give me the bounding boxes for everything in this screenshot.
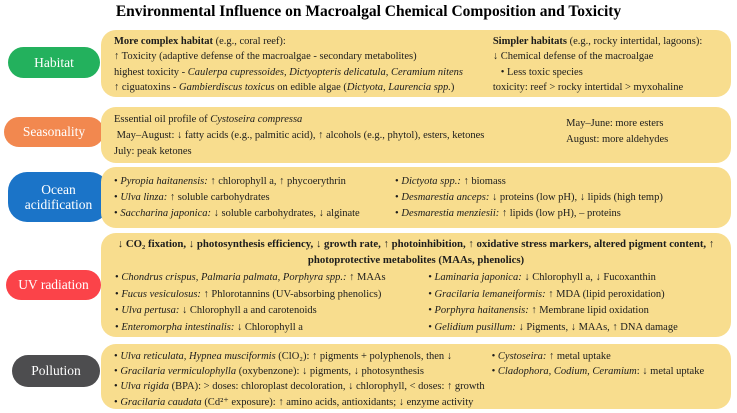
text-segment: ↓ proteins (low pH), ↓ lipids (high temp)	[489, 192, 663, 203]
text-line	[428, 270, 721, 287]
text-segment: Ulva linza:	[120, 192, 168, 203]
text-segment: May–August: ↓ fatty acids (e.g., palmitic acid), ↑ alcohols (e.g., phytol), esters, ketones	[114, 129, 485, 141]
text-segment: ↑ metal uptake	[546, 351, 611, 362]
text-segment: ↓ Pigments, ↓ MAAs, ↑ DNA damage	[515, 321, 678, 333]
text-segment: Simpler habitats	[492, 36, 568, 47]
text-segment: ↓ soluble carbohydrates, ↓ alginate	[211, 208, 360, 219]
text-line	[114, 80, 493, 95]
seasonality-right-column	[566, 116, 725, 159]
text-segment: •	[114, 192, 121, 203]
habitat-pill	[8, 47, 100, 78]
text-segment: ↑ Phlorotannins (UV-absorbing phenolics)	[200, 288, 382, 300]
text-segment: Gracilaria lemaneiformis:	[434, 288, 546, 300]
text-line	[115, 270, 428, 287]
uv-radiation-pill-label: UV radiation	[18, 277, 89, 293]
text-segment: highest toxicity -	[114, 66, 188, 78]
text-segment: Cladophora, Codium, Ceramium	[497, 366, 637, 378]
text-line	[492, 364, 705, 379]
text-segment: (e.g., rocky intertidal, lagoons):	[567, 36, 703, 47]
text-segment: •	[115, 272, 122, 283]
text-line	[428, 320, 721, 337]
text-segment: •	[115, 321, 122, 333]
text-segment: : ↓ metal uptake	[636, 366, 705, 378]
text-segment: Dictyota spp.:	[401, 176, 461, 187]
text-line	[428, 287, 721, 304]
text-segment: ↑ soluble carbohydrates	[167, 192, 270, 203]
text-segment: ↓ Chlorophyll a	[234, 321, 303, 333]
text-line	[493, 34, 725, 49]
text-segment: Caulerpa cupressoides, Dictyopteris delicatula, Ceramium nitens	[187, 66, 464, 78]
text-line	[395, 190, 725, 206]
text-segment: July: peak ketones	[114, 145, 192, 157]
text-segment: Ulva reticulata, Hypnea musciformis	[120, 351, 276, 362]
text-segment: ↑ Membrane lipid oxidation	[528, 305, 649, 316]
text-line	[395, 206, 725, 222]
figure-title: Environmental Influence on Macroalgal Chemical Composition and Toxicity	[115, 3, 622, 20]
text-segment: Cystoseira compressa	[210, 114, 303, 125]
text-segment: •	[114, 351, 121, 362]
text-line	[493, 49, 725, 64]
text-segment: •	[395, 192, 402, 203]
text-segment: Pyropia haitanensis:	[120, 176, 208, 187]
text-line	[114, 65, 493, 80]
ocean-acidification-pill-label: Ocean acidification	[24, 181, 93, 212]
text-segment: •	[428, 305, 435, 316]
text-segment: •	[114, 396, 121, 408]
text-segment: •	[114, 176, 121, 187]
habitat-pill-label: Habitat	[34, 54, 74, 70]
text-segment: (BPA): > doses: chloroplast decoloration, ↓ chlorophyll, < doses: ↑ growth	[169, 381, 485, 393]
text-segment: ↑ chlorophyll a, ↑ phycoerythrin	[207, 176, 346, 187]
text-segment: ↑ ciguatoxins -	[114, 81, 180, 93]
text-line	[114, 144, 566, 160]
seasonality-box	[101, 107, 731, 163]
text-segment: Gracilaria vermiculophylla	[120, 366, 237, 378]
text-segment: Enteromorpha intestinalis:	[121, 321, 235, 333]
text-segment: Chondrus crispus, Palmaria palmata, Porphyra spp.:	[121, 272, 347, 283]
habitat-box	[101, 30, 731, 97]
text-line	[114, 395, 725, 410]
text-segment: Cystoseira:	[497, 351, 547, 362]
text-line	[114, 49, 493, 64]
habitat-left-column	[114, 34, 493, 95]
text-segment: Saccharina japonica:	[120, 208, 212, 219]
ocean-acidification-pill	[8, 172, 109, 222]
text-segment: on edible algae (	[274, 81, 347, 93]
ocean-acidification-columns	[114, 174, 725, 222]
uv-radiation-left-column	[111, 270, 428, 336]
text-segment: •	[428, 288, 435, 300]
text-line	[114, 112, 566, 128]
text-line	[493, 80, 725, 95]
seasonality-left-column	[114, 112, 566, 159]
ocean-acidification-right-column	[395, 174, 725, 222]
text-line	[428, 303, 721, 320]
text-segment: ↑ lipids (low pH), – proteins	[499, 208, 621, 219]
text-segment: Fucus vesiculosus:	[121, 288, 201, 300]
text-segment: May–June: more esters	[566, 118, 664, 129]
pollution-pill-label: Pollution	[31, 363, 81, 379]
habitat-columns	[114, 34, 725, 95]
text-segment: Essential oil profile of	[114, 114, 211, 125]
text-segment: •	[395, 208, 402, 219]
text-line	[114, 174, 395, 190]
ocean-acidification-box	[101, 167, 731, 228]
text-segment: Gambierdiscus toxicus	[179, 81, 275, 93]
text-segment: )	[450, 81, 455, 93]
text-segment: •	[491, 366, 498, 378]
text-segment: ↓ Chlorophyll a, ↓ Fucoxanthin	[521, 272, 656, 283]
text-segment: ↓ Chlorophyll a and carotenoids	[179, 305, 317, 316]
pollution-pill	[12, 355, 100, 387]
text-segment: ↑ MDA (lipid peroxidation)	[545, 288, 665, 300]
seasonality-pill	[4, 117, 104, 147]
text-line	[492, 349, 705, 364]
text-segment: •	[114, 208, 121, 219]
text-line	[114, 206, 395, 222]
text-line	[493, 65, 725, 80]
text-line	[115, 303, 428, 320]
text-line	[566, 132, 725, 148]
text-segment: Gracilaria caudata	[120, 396, 202, 408]
text-segment: ↓ Chemical defense of the macroalgae	[492, 51, 654, 63]
ocean-acidification-left-column	[114, 174, 395, 222]
uv-radiation-box	[101, 233, 731, 337]
text-segment: Ulva pertusa:	[121, 305, 180, 316]
text-line	[114, 34, 493, 49]
text-segment: Laminaria japonica:	[434, 272, 522, 283]
text-segment: Ulva rigida	[120, 381, 170, 393]
text-line	[566, 116, 725, 132]
text-segment: Gelidium pusillum:	[434, 321, 516, 333]
text-segment: ↑ MAAs	[346, 272, 386, 283]
habitat-right-column	[493, 34, 725, 95]
text-segment: • Less toxic species	[492, 66, 583, 78]
uv-radiation-columns	[111, 270, 721, 336]
text-segment: •	[114, 381, 121, 393]
text-segment: Desmarestia anceps:	[401, 192, 490, 203]
text-segment: •	[428, 272, 435, 283]
text-segment: Dictyota, Laurencia spp.	[346, 81, 451, 93]
text-line	[115, 320, 428, 337]
text-line	[115, 287, 428, 304]
text-line	[114, 379, 725, 394]
text-segment: •	[115, 288, 122, 300]
text-segment: August: more aldehydes	[566, 133, 669, 145]
seasonality-pill-label: Seasonality	[22, 124, 86, 140]
text-segment: (oxybenzone): ↓ pigments, ↓ photosynthesis	[236, 366, 424, 378]
pollution-right-column	[492, 349, 705, 379]
text-line	[395, 174, 725, 190]
text-segment: Porphyra haitanensis:	[434, 305, 529, 316]
text-segment: •	[395, 176, 402, 187]
text-line	[114, 128, 566, 144]
text-segment: •	[428, 321, 435, 333]
uv-radiation-header: ↓ CO₂ fixation, ↓ photosynthesis efficiency, ↓ growth rate, ↑ photoinhibition, ↑ oxidative stress markers, altered pigment content, ↑ photoprotective metabolites (MAAs, phenolics)	[117, 238, 715, 266]
text-segment: •	[114, 366, 121, 378]
seasonality-columns	[114, 112, 725, 159]
text-segment: More complex habitat	[114, 36, 213, 47]
text-segment: (e.g., coral reef):	[212, 36, 286, 47]
text-segment: ↑ biomass	[460, 176, 506, 187]
pollution-box	[101, 344, 731, 409]
text-line	[114, 190, 395, 206]
text-segment: ↑ Toxicity (adaptive defense of the macroalgae - secondary metabolites)	[114, 51, 417, 63]
text-segment: (ClO₂): ↑ pigments + polyphenols, then ↓	[275, 351, 453, 362]
text-segment: (Cd²⁺ exposure): ↑ amino acids, antioxidants; ↓ enzyme activity	[201, 396, 474, 408]
text-segment: •	[491, 351, 498, 362]
text-segment: toxicity: reef > rocky intertidal > myxohaline	[492, 81, 684, 93]
text-segment: Desmarestia menziesii:	[401, 208, 500, 219]
uv-radiation-right-column	[428, 270, 721, 336]
uv-radiation-pill	[6, 270, 101, 300]
text-segment: •	[115, 305, 122, 316]
